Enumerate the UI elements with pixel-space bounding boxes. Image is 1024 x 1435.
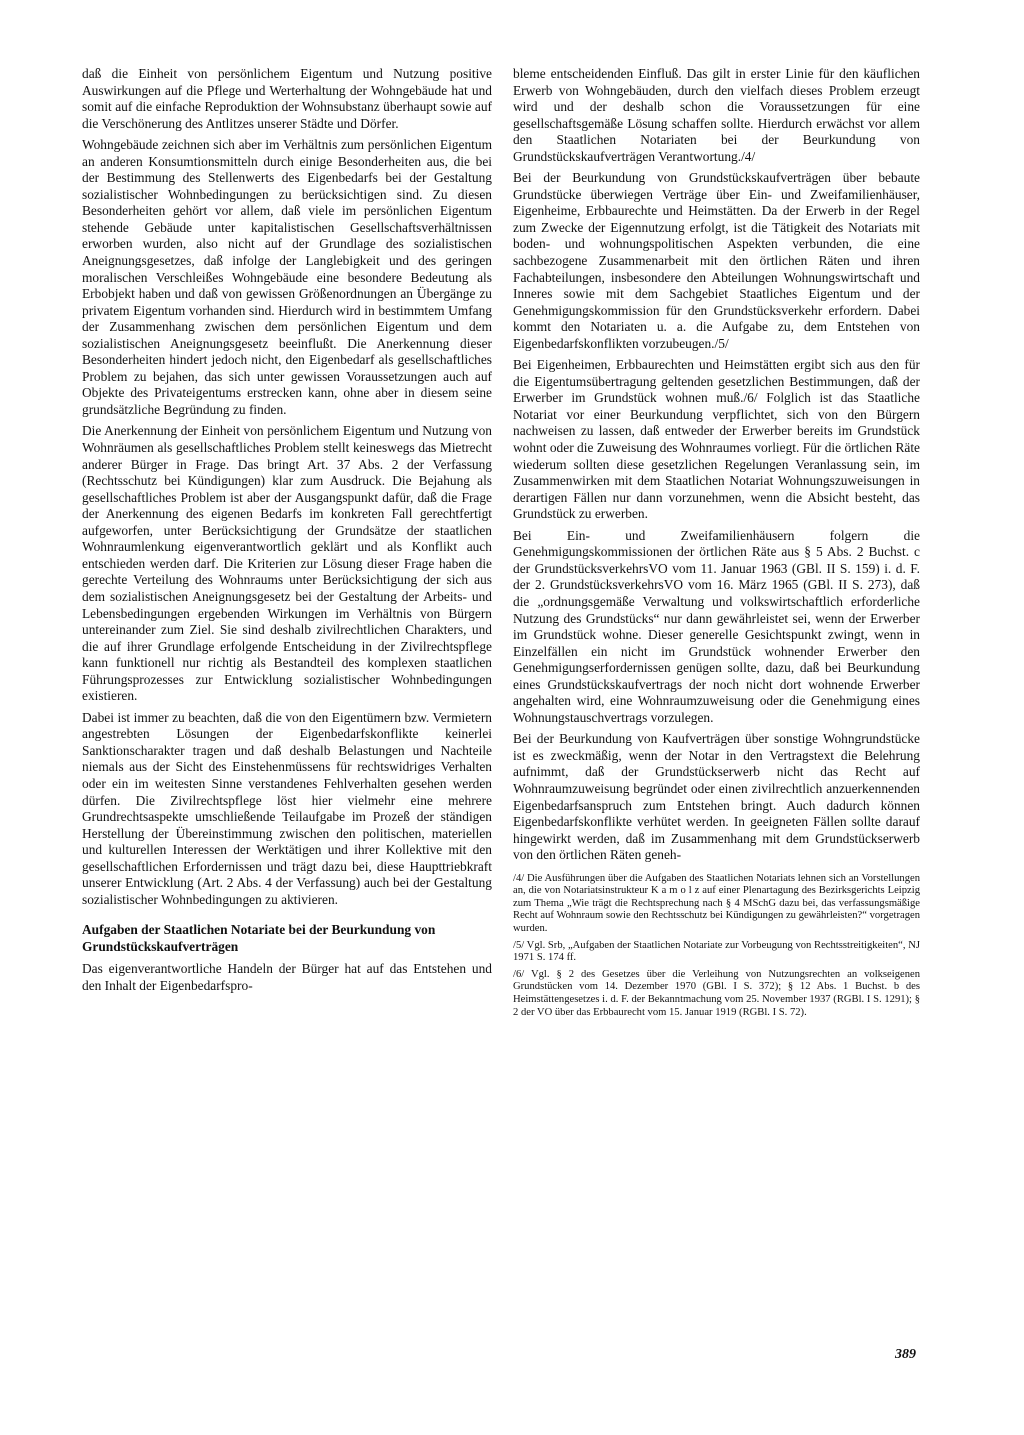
footnote: /5/ Vgl. Srb, „Aufgaben der Staatlichen Notariate zur Vorbeugung von Rechtsstreitigkeiten“, NJ 1971 S. 174 ff.	[513, 939, 920, 964]
paragraph: bleme entscheidenden Einfluß. Das gilt in erster Linie für den käuflichen Erwerb von Wohngebäuden, durch den vielfach dieses Problem erzeugt wird und der deshalb schon die Voraussetzungen für eine gesellschaftsgemäße Lösung schaffen sollte. Hierdurch erwächst vor allem den Staatlichen Notariaten bei der Beurkundung von Grundstückskaufverträgen Verantwortung./4/	[513, 66, 920, 164]
footnote: /4/ Die Ausführungen über die Aufgaben des Staatlichen Notariats lehnen sich an Vorstellungen an, die von Notariatsinstrukteur K a m o l z auf einer Plenartagung des Bezirksgerichts Leipzig zum Thema „Wie trägt die Rechtsprechung nach § 4 MSchG dazu bei, das verfassungsmäßige Recht auf Wohnraum sowie den Rechtsschutz bei Kündigungen zu gewährleisten?“ vorgetragen wurden.	[513, 872, 920, 935]
paragraph: Das eigenverantwortliche Handeln der Bürger hat auf das Entstehen und den Inhalt der Eigenbedarfspro-	[82, 961, 492, 993]
paragraph: Dabei ist immer zu beachten, daß die von den Eigentümern bzw. Vermietern angestrebten Lösungen der Eigenbedarfskonflikte keinerlei Sanktionscharakter tragen und daß deshalb Belastungen und Nachteile niemals aus der Sicht des Einstehenmüssens für rechtswidriges Verhalten oder ein im weitesten Sinne verstandenes Fehlverhalten gesehen werden dürfen. Die Zivilrechtspflege löst hier vielmehr eine mehrere Grundrechtsaspekte umschließende Teilaufgabe im Prozeß der ständigen Herstellung der Übereinstimmung zwischen den politischen, materiellen und kulturellen Interessen der Werktätigen und ihrer Kollektive mit den gesellschaftlichen Erfordernissen und trägt dazu bei, diese Haupttriebkraft unserer Entwicklung (Art. 2 Abs. 4 der Verfassung) auch bei der Gestaltung sozialistischer Wohnbedingungen zu aktivieren.	[82, 709, 492, 907]
page-number: 389	[895, 1347, 916, 1362]
footnotes	[513, 873, 920, 1020]
paragraph: Bei Eigenheimen, Erbbaurechten und Heimstätten ergibt sich aus den für die Eigentumsübertragung geltenden gesetzlichen Bestimmungen, daß der Erwerber im Grundstück wohnen muß./6/ Folglich ist das Staatliche Notariat vor einer Beurkundung verpflichtet, sich von den Bürgern nachweisen zu lassen, daß entweder der Erwerber bereits im Grundstück wohnt oder die Zuweisung des Wohnraumes vorliegt. Für die örtlichen Räte wiederum sollten diese gesetzlichen Regelungen Veranlassung sein, im Zusammenwirken mit dem Staatlichen Notariat Wohnungszuweisungen in derartigen Fällen nur dann vorzunehmen, wenn die Absicht besteht, das Grundstück zu erwerben.	[513, 357, 920, 522]
paragraph: daß die Einheit von persönlichem Eigentum und Nutzung positive Auswirkungen auf die Pflege und Werterhaltung der Wohngebäude hat und somit auf die einfache Reproduktion der Wohnsubstanz überhaupt sowie auf die Verschönerung des Antlitzes unserer Städte und Dörfer.	[82, 66, 492, 131]
paragraph: Bei der Beurkundung von Kaufverträgen über sonstige Wohngrundstücke ist es zweckmäßig, wenn der Notar in den Vertragstext die Belehrung aufnimmt, daß der Grundstückserwerb nicht das Recht auf Wohnraumzuweisung begründet oder einen zivilrechtlich anzuerkennenden Eigenbedarfsanspruch zum Entstehen bringt. Auch dadurch können Eigenbedarfskonflikte verhütet werden. In geeigneten Fällen sollte darauf hingewirkt werden, daß im Zusammenhang mit dem Grundstückserwerb von den örtlichen Räten geneh-	[513, 731, 920, 863]
section-heading: Aufgaben der Staatlichen Notariate bei der Beurkundung von Grundstückskaufverträgen	[82, 922, 436, 954]
paragraph: Wohngebäude zeichnen sich aber im Verhältnis zum persönlichen Eigentum an anderen Konsumtionsmitteln durch einige Besonderheiten aus, die bei der Bestimmung des Stellenwerts des Eigenbedarfs bei der Gestaltung sozialistischer Wohnbedingungen zu berücksichtigen sind. Zu diesen Besonderheiten gehört vor allem, daß viele im persönlichen Eigentum stehende Gebäude unter kapitalistischen Gesellschaftsverhältnissen erworben wurden, also nicht auf der Grundlage des sozialistischen Aneignungsgesetzes, daß infolge der Langlebigkeit und des geringen moralischen Verschleißes Wohngebäude eine besondere Bedeutung als Erbobjekt haben und daß von gewissen Größenordnungen an Übergänge zu privatem Eigentum vorhanden sind. Hierdurch wird in bestimmtem Umfang der Zusammenhang zwischen dem persönlichen Eigentum und dem sozialistischen Aneignungsgesetz beeinflußt. Die Anerkennung dieser Besonderheiten hindert jedoch nicht, den Eigenbedarf als gesellschaftliches Problem zu bejahen, das sich unter gewissen Voraussetzungen auch auf Objekte des Privateigentums erstrecken kann, ohne aber in diesem seine grundsätzliche Begründung zu finden.	[82, 137, 492, 417]
paragraph: Bei der Beurkundung von Grundstückskaufverträgen über bebaute Grundstücke überwiegen Verträge über Ein- und Zweifamilienhäuser, Eigenheime, Erbbaurechte und Heimstätten. Da der Erwerb in der Regel zum Zwecke der Eigennutzung erfolgt, ist die Tätigkeit des Notariats mit boden- und wohnungspolitischen Aspekten verbunden, die eine sachbezogene Zusammenarbeit mit den örtlichen Räten und ihren Fachabteilungen, insbesondere den Abteilungen Wohnungswirtschaft und Inneres sowie mit dem Sachgebiet Staatliches Eigentum und der Genehmigungskommission für den Grundstücksverkehr erfordern. Dabei kommt den Notariaten u. a. die Aufgabe zu, dem Entstehen von Eigenbedarfskonflikten vorzubeugen./5/	[513, 170, 920, 351]
right-column	[513, 66, 920, 1023]
footnote: /6/ Vgl. § 2 des Gesetzes über die Verleihung von Nutzungsrechten an volkseigenen Grundstücken vom 14. Dezember 1970 (GBl. I S. 372); § 12 Abs. 1 Buchst. b des Heimstättengesetzes i. d. F. der Bekanntmachung vom 25. November 1937 (RGBl. I S. 1291); § 2 der VO über das Erbbaurecht vom 15. Januar 1919 (RGBl. I S. 72).	[513, 968, 920, 1018]
left-column	[82, 66, 492, 999]
paragraph: Die Anerkennung der Einheit von persönlichem Eigentum und Nutzung von Wohnräumen als gesellschaftliches Problem stellt keineswegs das Mietrecht anderer Bürger in Frage. Das bringt Art. 37 Abs. 2 der Verfassung (Rechtsschutz bei Kündigungen) klar zum Ausdruck. Die Bejahung als gesellschaftliches Problem ist aber der Ausgangspunkt dafür, daß die Frage der Anerkennung des eigenen Bedarfs im konkreten Fall gerechtfertigt aufgeworfen, unter Berücksichtigung der Grundsätze der staatlichen Wohnraumlenkung eigenverantwortlich geklärt und als Konflikt auch entschieden werden darf. Die Kriterien zur Lösung dieser Frage haben die gerechte Verteilung des Wohnraums unter Berücksichtigung der sich aus dem sozialistischen Aneignungsgesetz bei der Gestaltung der Arbeits- und Lebensbedingungen ergebenden Wirkungen im Verhältnis von Bürgern untereinander zum Ziel. Sie sind deshalb zivilrechtlichen Charakters, und die auf ihrer Grundlage erfolgende Entscheidung in der Zivilrechtspflege kann funktionell nur richtig als Bestandteil des komplexen staatlichen Führungsprozesses zur Entwicklung sozialistischer Wohnbedingungen existieren.	[82, 423, 492, 704]
paragraph: Bei Ein- und Zweifamilienhäusern folgern die Genehmigungskommissionen der örtlichen Räte aus § 5 Abs. 2 Buchst. c der GrundstücksverkehrsVO vom 11. Januar 1963 (GBl. II S. 159) i. d. F. der 2. GrundstücksverkehrsVO vom 16. März 1965 (GBl. II S. 273), daß die „ordnungsgemäße Verwaltung und volkswirtschaftlich erforderliche Nutzung des Grundstücks“ nur dann gewährleistet sei, wenn der Erwerber im Grundstück wohne. Dieser generelle Gesichtspunkt zwingt, wenn in Einzelfällen ein nicht im Grundstück wohnender Erwerber den Genehmigungserfordernissen genügen sollte, dazu, daß bei Beurkundung eines Grundstückskaufvertrags der noch nicht dort wohnende Erwerber angehalten wird, eine Wohnraumzuweisung oder die Genehmigung eines Wohnungstauschvertrags vorzulegen.	[513, 527, 920, 725]
